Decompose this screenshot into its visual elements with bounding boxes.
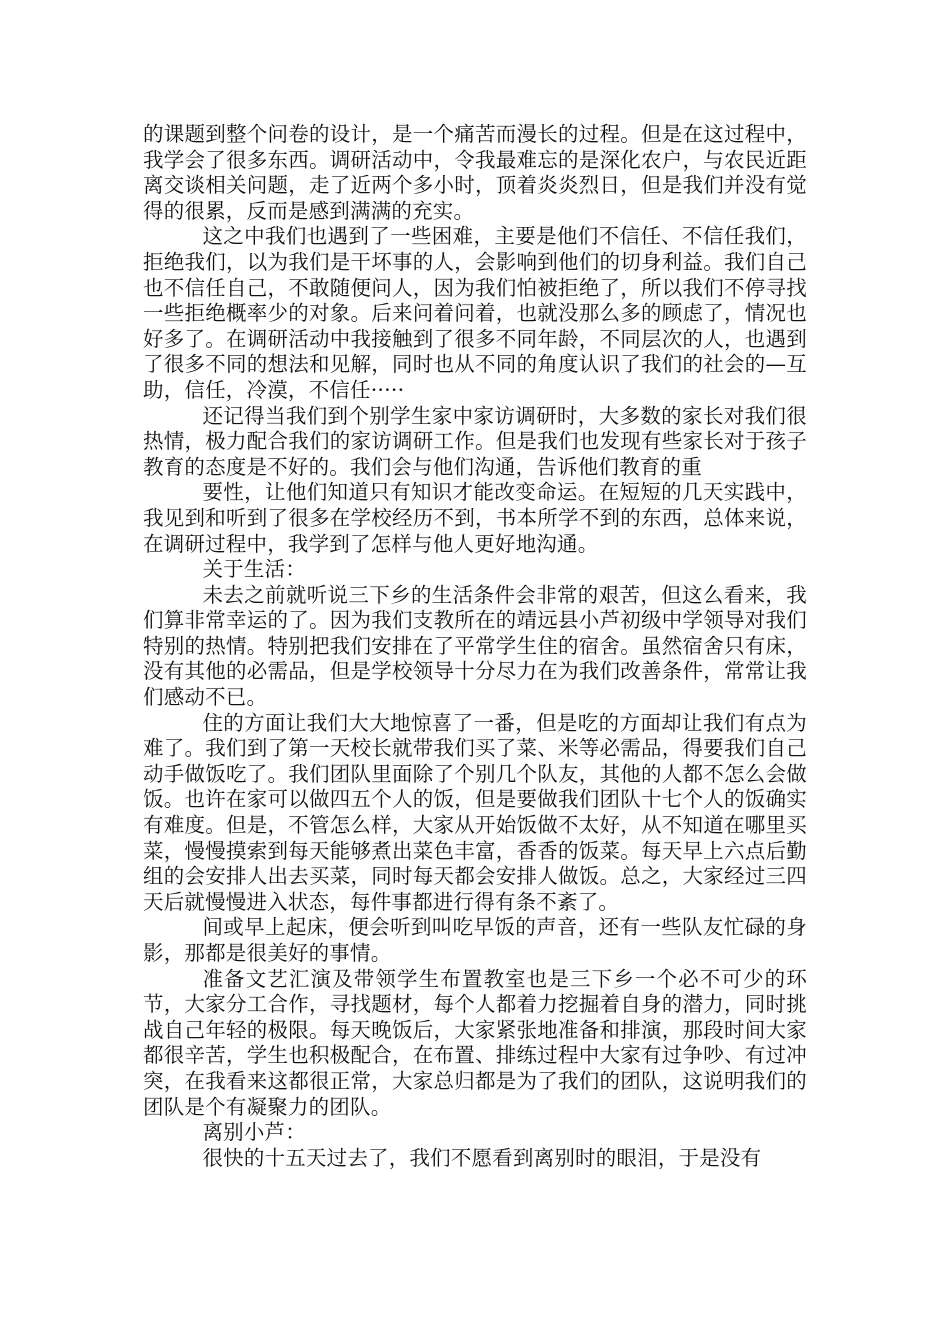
paragraph-1: 的课题到整个问卷的设计，是一个痛苦而漫长的过程。但是在这过程中，我学会了很多东西。调研活动中，令我最难忘的是深化农户，与农民近距离交谈相关问题，走了近两个多小时，顶着炎炎烈日，但是我们并没有觉得的很累，反而是感到满满的充实。 xyxy=(143,122,807,223)
paragraph-3: 还记得当我们到个别学生家中家访调研时，大多数的家长对我们很热情，极力配合我们的家访调研工作。但是我们也发现有些家长对于孩子教育的态度是不好的。我们会与他们沟通，告诉他们教育的重 xyxy=(143,403,807,479)
section-heading-life: 关于生活： xyxy=(202,557,306,582)
paragraph-2: 这之中我们也遇到了一些困难，主要是他们不信任、不信任我们，拒绝我们，以为我们是干坏事的人，会影响到他们的切身利益。我们自己也不信任自己，不敢随便问人，因为我们怕被拒绝了，所以我们不停寻找一些拒绝概率少的对象。后来问着问着，也就没那么多的顾虑了，情况也好多了。在调研活动中我接触到了很多不同年龄，不同层次的人，也遇到了很多不同的想法和见解，同时也从不同的角度认识了我们的社会的—互助，信任，冷漠，不信任····· xyxy=(143,224,807,402)
paragraph-9: 准备文艺汇演及带领学生布置教室也是三下乡一个必不可少的环节，大家分工合作，寻找题材，每个人都着力挖掘着自身的潜力，同时挑战自己年轻的极限。每天晚饭后，大家紧张地准备和排演，那段时间大家都很辛苦，学生也积极配合，在布置、排练过程中大家有过争吵、有过冲突，在我看来这都很正常，大家总归都是为了我们的团队，这说明我们的团队是个有凝聚力的团队。 xyxy=(143,966,807,1119)
paragraph-6: 未去之前就听说三下乡的生活条件会非常的艰苦，但这么看来，我们算非常幸运的了。因为我们支教所在的靖远县小芦初级中学领导对我们特别的热情。特别把我们安排在了平常学生住的宿舍。虽然宿舍只有床，没有其他的必需品，但是学校领导十分尽力在为我们改善条件，常常让我们感动不已。 xyxy=(143,582,807,710)
paragraph-11: 很快的十五天过去了，我们不愿看到离别时的眼泪，于是没有 xyxy=(202,1145,762,1170)
paragraph-7: 住的方面让我们大大地惊喜了一番，但是吃的方面却让我们有点为难了。我们到了第一天校长就带我们买了菜、米等必需品，得要我们自己动手做饭吃了。我们团队里面除了个别几个队友，其他的人都不怎么会做饭。也许在家可以做四五个人的饭，但是要做我们团队十七个人的饭确实有难度。但是，不管怎么样，大家从开始饭做不太好，从不知道在哪里买菜，慢慢摸索到每天能够煮出菜色丰富，香香的饭菜。每天早上六点后勤组的会安排人出去买菜，同时每天都会安排人做饭。总之，大家经过三四天后就慢慢进入状态，每件事都进行得有条不紊了。 xyxy=(143,710,807,914)
document-body xyxy=(143,122,807,1171)
section-heading-farewell: 离别小芦： xyxy=(202,1120,306,1145)
paragraph-4: 要性，让他们知道只有知识才能改变命运。在短短的几天实践中，我见到和听到了很多在学校经历不到，书本所学不到的东西，总体来说，在调研过程中，我学到了怎样与他人更好地沟通。 xyxy=(143,480,807,556)
paragraph-8: 间或早上起床，便会听到叫吃早饭的声音，还有一些队友忙碌的身影，那都是很美好的事情。 xyxy=(143,915,807,965)
